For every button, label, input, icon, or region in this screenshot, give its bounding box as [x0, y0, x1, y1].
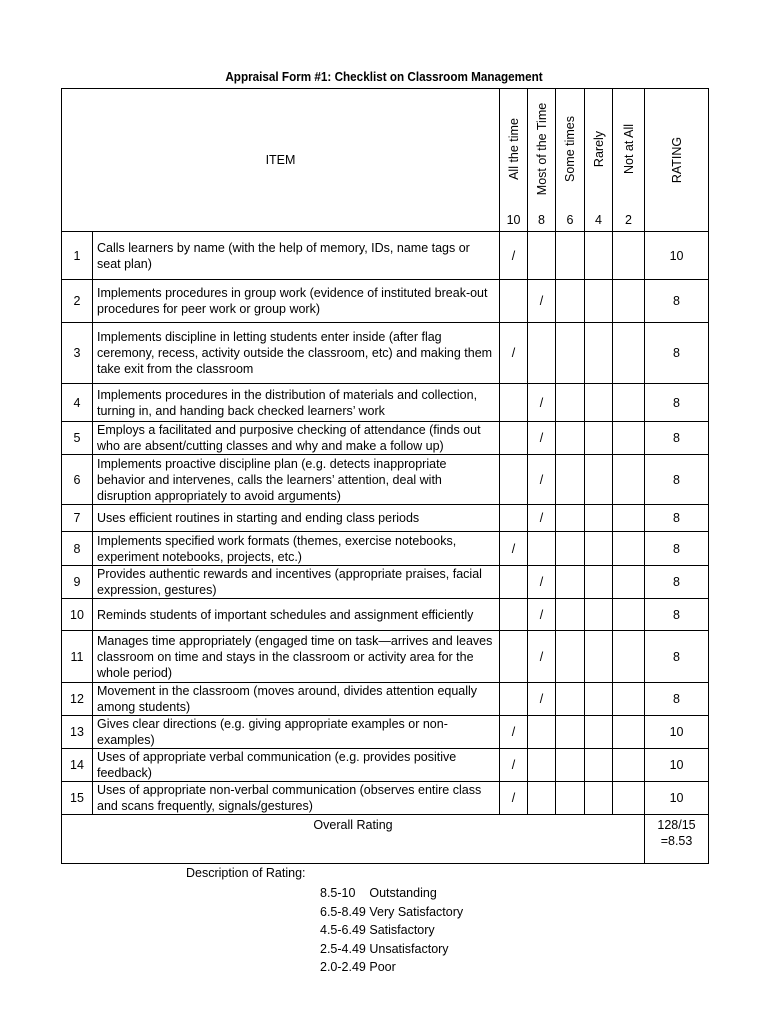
check-mark-cell	[613, 455, 645, 505]
table-row	[62, 280, 709, 323]
overall-row	[62, 815, 709, 864]
check-mark-cell	[585, 782, 613, 815]
table-row	[62, 599, 709, 631]
check-mark-cell	[528, 232, 556, 280]
check-mark-cell	[613, 631, 645, 683]
check-mark-cell	[556, 422, 585, 455]
check-mark-cell	[613, 532, 645, 566]
item-number: 2	[62, 280, 93, 323]
item-number: 12	[62, 683, 93, 716]
form-title: Appraisal Form #1: Checklist on Classroom Management	[225, 69, 543, 84]
item-description: Implements procedures in group work (evidence of instituted break-out procedures for peer work or group work)	[93, 280, 500, 323]
check-mark-cell	[500, 599, 528, 631]
check-mark-cell	[500, 384, 528, 422]
check-mark-cell	[500, 505, 528, 532]
check-mark-cell	[556, 323, 585, 384]
check-mark-cell: /	[500, 232, 528, 280]
check-mark-cell	[556, 232, 585, 280]
item-number: 4	[62, 384, 93, 422]
legend-range: 4.5-6.49	[320, 923, 366, 938]
item-description: Movement in the classroom (moves around, divides attention equally among students)	[93, 683, 500, 716]
table-row	[62, 455, 709, 505]
check-mark-cell	[613, 323, 645, 384]
check-mark-cell: /	[528, 599, 556, 631]
check-mark-cell	[500, 422, 528, 455]
check-mark-cell	[585, 631, 613, 683]
check-mark-cell	[585, 599, 613, 631]
check-mark-cell: /	[528, 505, 556, 532]
check-mark-cell	[613, 599, 645, 631]
check-mark-cell	[528, 716, 556, 749]
check-mark-cell	[613, 782, 645, 815]
legend-title: Description of Rating:	[186, 866, 306, 880]
check-mark-cell	[556, 631, 585, 683]
check-mark-cell	[585, 280, 613, 323]
score-not-at-all: 2	[613, 209, 645, 232]
check-mark-cell	[585, 232, 613, 280]
check-mark-cell	[585, 749, 613, 782]
column-header-some-times: Some times	[556, 89, 585, 210]
table-row	[62, 384, 709, 422]
item-number: 10	[62, 599, 93, 631]
rating-header: RATING	[645, 89, 709, 232]
check-mark-cell: /	[528, 683, 556, 716]
legend-range: 6.5-8.49	[320, 904, 366, 919]
check-mark-cell	[585, 455, 613, 505]
column-header-most-of-the-time: Most of the Time	[528, 89, 556, 210]
check-mark-cell	[556, 384, 585, 422]
check-mark-cell: /	[500, 716, 528, 749]
check-mark-cell	[500, 280, 528, 323]
overall-rating-value	[645, 815, 709, 864]
check-mark-cell	[585, 422, 613, 455]
overall-rating-average: =8.53	[660, 834, 693, 848]
check-mark-cell	[528, 749, 556, 782]
item-number: 5	[62, 422, 93, 455]
check-mark-cell	[613, 749, 645, 782]
item-rating: 8	[645, 384, 709, 422]
table-row	[62, 422, 709, 455]
item-description: Reminds students of important schedules and assignment efficiently	[93, 599, 500, 631]
column-header-all-the-time: All the time	[500, 89, 528, 210]
check-mark-cell	[500, 683, 528, 716]
item-number: 7	[62, 505, 93, 532]
score-some-times: 6	[556, 209, 585, 232]
item-description: Gives clear directions (e.g. giving appropriate examples or non-examples)	[93, 716, 500, 749]
legend-item	[320, 958, 463, 977]
check-mark-cell	[613, 566, 645, 599]
legend-description: Unsatisfactory	[369, 941, 449, 956]
check-mark-cell	[528, 782, 556, 815]
check-mark-cell	[585, 323, 613, 384]
item-rating: 8	[645, 422, 709, 455]
check-mark-cell: /	[500, 532, 528, 566]
legend-range: 8.5-10	[320, 886, 356, 900]
item-number: 3	[62, 323, 93, 384]
check-mark-cell: /	[500, 782, 528, 815]
check-mark-cell	[585, 683, 613, 716]
check-mark-cell	[556, 280, 585, 323]
item-number: 6	[62, 455, 93, 505]
check-mark-cell	[585, 505, 613, 532]
check-mark-cell: /	[528, 280, 556, 323]
item-description: Employs a facilitated and purposive checking of attendance (finds out who are absent/cutting classes and why and make a follow up)	[93, 422, 500, 455]
item-description: Implements procedures in the distribution of materials and collection, turning in, and handing back checked learners’ work	[93, 384, 500, 422]
item-description: Calls learners by name (with the help of memory, IDs, name tags or seat plan)	[93, 232, 500, 280]
item-rating: 8	[645, 323, 709, 384]
check-mark-cell	[585, 716, 613, 749]
item-description: Uses of appropriate verbal communication (e.g. provides positive feedback)	[93, 749, 500, 782]
check-mark-cell: /	[528, 422, 556, 455]
check-mark-cell	[500, 566, 528, 599]
item-rating: 8	[645, 599, 709, 631]
score-most-of-the-time: 8	[528, 209, 556, 232]
check-mark-cell	[556, 505, 585, 532]
item-rating: 10	[645, 232, 709, 280]
checklist-table	[61, 88, 709, 864]
item-number: 14	[62, 749, 93, 782]
column-header-not-at-all: Not at All	[613, 89, 645, 210]
check-mark-cell	[613, 683, 645, 716]
rating-legend	[320, 884, 463, 977]
table-row	[62, 566, 709, 599]
check-mark-cell	[556, 566, 585, 599]
table-row	[62, 683, 709, 716]
item-header: ITEM	[62, 89, 500, 232]
check-mark-cell	[585, 566, 613, 599]
overall-rating-fraction: 128/15	[657, 818, 696, 832]
score-all-the-time: 10	[500, 209, 528, 232]
item-description: Implements proactive discipline plan (e.g. detects inappropriate behavior and intervenes, calls the learners’ attention, deal with disruption appropriately to avoid arguments)	[93, 455, 500, 505]
check-mark-cell	[556, 455, 585, 505]
item-rating: 10	[645, 716, 709, 749]
item-rating: 8	[645, 505, 709, 532]
legend-description: Satisfactory	[369, 923, 435, 938]
legend-description: Very Satisfactory	[369, 904, 464, 919]
item-number: 9	[62, 566, 93, 599]
check-mark-cell	[613, 716, 645, 749]
check-mark-cell: /	[528, 631, 556, 683]
column-header-rarely: Rarely	[585, 89, 613, 210]
check-mark-cell	[528, 532, 556, 566]
item-rating: 8	[645, 280, 709, 323]
check-mark-cell	[613, 232, 645, 280]
item-number: 11	[62, 631, 93, 683]
item-number: 15	[62, 782, 93, 815]
item-number: 13	[62, 716, 93, 749]
check-mark-cell	[613, 505, 645, 532]
check-mark-cell	[556, 716, 585, 749]
legend-description: Outstanding	[369, 886, 437, 900]
item-rating: 8	[645, 566, 709, 599]
legend-item	[320, 921, 463, 940]
item-description: Implements discipline in letting students enter inside (after flag ceremony, recess, activity outside the classroom, etc) and making them take exit from the classroom	[93, 323, 500, 384]
legend-item	[320, 884, 463, 903]
check-mark-cell	[556, 532, 585, 566]
check-mark-cell	[556, 782, 585, 815]
check-mark-cell: /	[528, 455, 556, 505]
table-row	[62, 716, 709, 749]
check-mark-cell	[500, 455, 528, 505]
item-description: Manages time appropriately (engaged time on task—arrives and leaves classroom on time and stays in the classroom or activity area for the whole period)	[93, 631, 500, 683]
check-mark-cell: /	[528, 566, 556, 599]
check-mark-cell	[556, 683, 585, 716]
check-mark-cell	[556, 749, 585, 782]
legend-range: 2.5-4.49	[320, 941, 366, 956]
table-row	[62, 631, 709, 683]
check-mark-cell	[585, 384, 613, 422]
item-rating: 8	[645, 455, 709, 505]
table-row	[62, 505, 709, 532]
item-rating: 8	[645, 631, 709, 683]
check-mark-cell	[500, 631, 528, 683]
check-mark-cell	[613, 422, 645, 455]
item-description: Implements specified work formats (themes, exercise notebooks, experiment notebooks, projects, etc.)	[93, 532, 500, 566]
item-description: Uses efficient routines in starting and ending class periods	[93, 505, 500, 532]
check-mark-cell: /	[500, 749, 528, 782]
table-row	[62, 232, 709, 280]
check-mark-cell	[585, 532, 613, 566]
check-mark-cell	[556, 599, 585, 631]
item-rating: 10	[645, 749, 709, 782]
header-row	[62, 89, 709, 210]
table-row	[62, 782, 709, 815]
item-description: Uses of appropriate non-verbal communication (observes entire class and scans frequently, signals/gestures)	[93, 782, 500, 815]
check-mark-cell	[613, 384, 645, 422]
overall-rating-label: Overall Rating	[62, 815, 645, 864]
check-mark-cell	[528, 323, 556, 384]
item-description: Provides authentic rewards and incentives (appropriate praises, facial expression, gestures)	[93, 566, 500, 599]
table-row	[62, 749, 709, 782]
item-number: 8	[62, 532, 93, 566]
item-rating: 8	[645, 683, 709, 716]
item-rating: 10	[645, 782, 709, 815]
score-rarely: 4	[585, 209, 613, 232]
table-row	[62, 532, 709, 566]
legend-item	[320, 903, 463, 922]
table-row	[62, 323, 709, 384]
item-rating: 8	[645, 532, 709, 566]
check-mark-cell	[613, 280, 645, 323]
item-number: 1	[62, 232, 93, 280]
legend-description: Poor	[369, 960, 396, 975]
legend-item	[320, 940, 463, 959]
check-mark-cell: /	[500, 323, 528, 384]
check-mark-cell: /	[528, 384, 556, 422]
legend-range: 2.0-2.49	[320, 960, 366, 975]
